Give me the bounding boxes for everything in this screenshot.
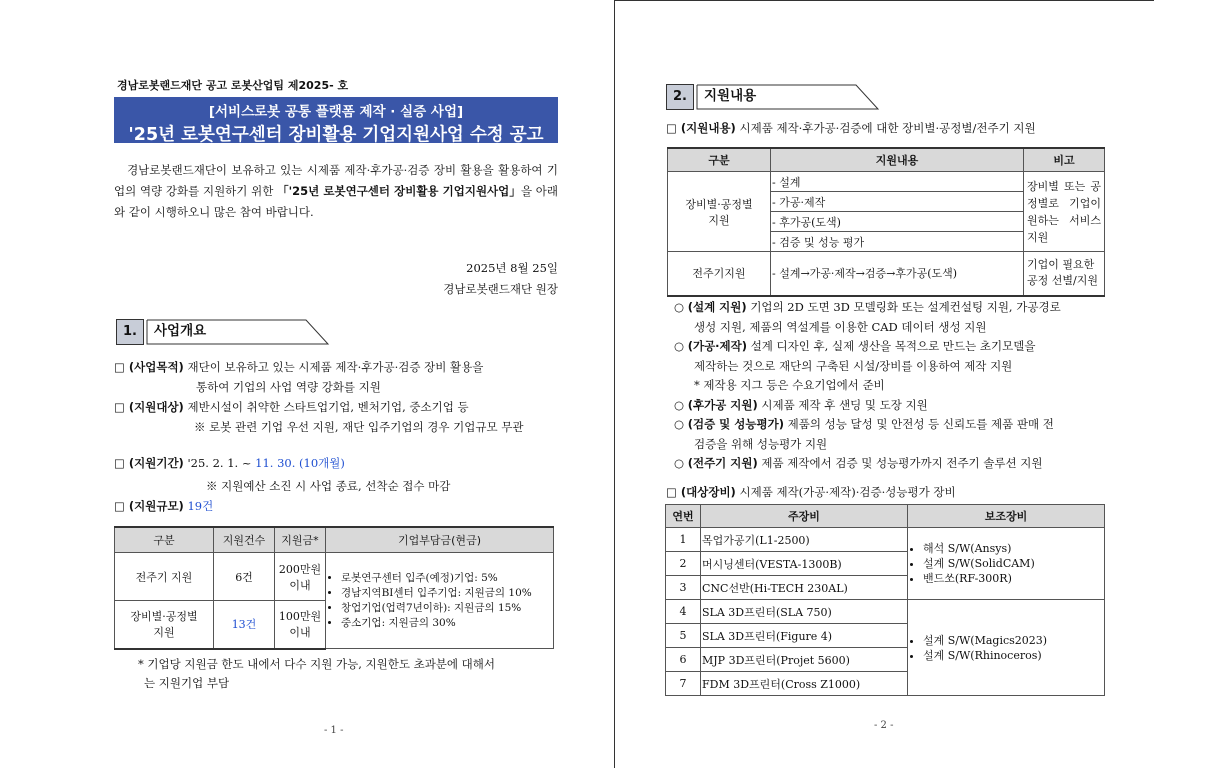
col-header: 비고	[1024, 148, 1105, 172]
cell-equipment: 목업가공기(L1-2500)	[701, 528, 908, 552]
support-content-table	[667, 147, 1105, 297]
cell-no: 6	[666, 648, 701, 672]
amount-line: 200만원	[278, 562, 322, 576]
col-header: 구분	[668, 148, 771, 172]
col-header: 주장비	[701, 505, 908, 528]
list-item: • 창업기업(업력7년이하): 지원금의 15%	[341, 601, 552, 616]
table-row	[666, 528, 1105, 552]
cell-no: 5	[666, 624, 701, 648]
bullet-label: (가공·제작)	[687, 339, 748, 353]
cell-type: 전주기지원	[668, 252, 771, 296]
announcement-number: 경남로봇랜드재단 공고 로봇산업팀 제2025- 호	[117, 79, 349, 92]
table-row	[668, 252, 1105, 296]
cell-type	[668, 172, 771, 252]
bullet-note: * 제작용 지그 등은 수요기업에서 준비	[694, 378, 885, 392]
aux-list	[909, 633, 1103, 663]
section-title: 사업개요	[154, 323, 207, 339]
cell-aux	[908, 600, 1105, 696]
purpose-text: 재단이 보유하고 있는 시제품 제작·후가공·검증 장비 활용을	[187, 360, 484, 374]
cell-equipment: MJP 3D프린터(Projet 5600)	[701, 648, 908, 672]
footnote	[138, 655, 495, 693]
content-text: 시제품 제작·후가공·검증에 대한 장비별·공정별/전주기 지원	[739, 121, 1036, 135]
period-item	[114, 453, 564, 473]
type-line: 지원	[153, 626, 175, 640]
list-item: • 로봇연구센터 입주(예정)기업: 5%	[341, 571, 552, 586]
cell-count: 13건	[214, 601, 275, 649]
target-text: 제반시설이 취약한 스타트업기업, 벤처기업, 중소기업 등	[187, 400, 469, 414]
table-row	[668, 172, 1105, 192]
col-header: 지원내용	[771, 148, 1024, 172]
section-1-header	[116, 319, 330, 345]
list-item: • 해석 S/W(Ansys)	[923, 541, 1103, 556]
list-item: • 설계 S/W(SolidCAM)	[923, 556, 1103, 571]
cell-equipment: 머시닝센터(VESTA-1300B)	[701, 552, 908, 576]
target-note: ※ 로봇 관련 기업 우선 지원, 재단 입주기업의 경우 기업규모 무관	[194, 420, 524, 434]
bullet-text: 기업의 2D 도면 3D 모델링화 또는 설계컨설팅 지원, 가공경로	[750, 300, 1061, 314]
intro-text: 경남로봇랜드재단이 보유하고 있는 시제품 제작·후가공·검증 장비 활용을 활용하여 기업의 역량 강화를 지원하기 위한	[114, 163, 558, 198]
table-row	[666, 600, 1105, 624]
cell-item: - 가공·제작	[771, 192, 1024, 212]
period-end: 11. 30. (10개월)	[255, 456, 345, 470]
section-2-header	[666, 84, 880, 110]
support-bullets	[674, 298, 1114, 474]
purpose-label: □ (사업목적)	[114, 360, 184, 374]
period-text: '25. 2. 1. ~	[187, 456, 256, 470]
section-number: 1.	[116, 319, 144, 345]
cell-no: 3	[666, 576, 701, 600]
support-scale-table	[114, 526, 554, 650]
purpose-item	[114, 357, 564, 377]
section-number: 2.	[666, 84, 694, 110]
type-line: 장비별·공정별	[685, 197, 753, 211]
col-header: 기업부담금(현금)	[326, 527, 554, 553]
page-divider	[614, 0, 615, 768]
cell-equipment: SLA 3D프린터(Figure 4)	[701, 624, 908, 648]
list-item: • 설계 S/W(Rhinoceros)	[923, 648, 1103, 663]
bullet-text-cont: 검증을 위해 성능평가 지원	[694, 436, 828, 451]
period-note: ※ 지원예산 소진 시 사업 종료, 선착순 접수 마감	[206, 479, 451, 493]
equipment-table	[665, 504, 1105, 696]
col-header: 지원건수	[214, 527, 275, 553]
cell-burden	[326, 553, 554, 649]
announcement-date: 2025년 8월 25일	[466, 261, 558, 275]
cell-count: 6건	[214, 553, 275, 601]
bullet-label: (설계 지원)	[687, 300, 747, 314]
intro-paragraph	[114, 160, 558, 223]
bullet-fabrication: ○ (가공·제작) 설계 디자인 후, 실제 생산을 목적으로 만드는 초기모델을	[674, 339, 1036, 353]
col-header: 지원금*	[275, 527, 326, 553]
col-header: 연번	[666, 505, 701, 528]
intro-program-name: 「'25년 로봇연구센터 장비활용 기업지원사업」	[277, 184, 521, 198]
footnote-line: 는 지원기업 부담	[144, 676, 230, 690]
list-item: • 밴드쏘(RF-300R)	[923, 571, 1103, 586]
title-subheading: [서비스로봇 공통 플랫폼 제작 · 실증 사업]	[208, 104, 464, 120]
signature-block	[443, 258, 558, 300]
list-item: • 설계 S/W(Magics2023)	[923, 633, 1103, 648]
bullet-text: 설계 디자인 후, 실제 생산을 목적으로 만드는 초기모델을	[750, 339, 1036, 353]
bullet-postprocess: ○ (후가공 지원) 시제품 제작 후 샌딩 및 도장 지원	[674, 397, 928, 412]
bullet-label: (후가공 지원)	[687, 397, 758, 412]
cell-no: 7	[666, 672, 701, 696]
col-header: 보조장비	[908, 505, 1105, 528]
cell-item: - 설계→가공·제작→검증→후가공(도색)	[771, 252, 1024, 296]
cell-type: 전주기 지원	[115, 553, 214, 601]
signer: 경남로봇랜드재단 원장	[443, 282, 558, 296]
cell-item: - 설계	[771, 172, 1024, 192]
cell-no: 2	[666, 552, 701, 576]
bullet-label: (전주기 지원)	[687, 456, 758, 470]
bullet-text: 시제품 제작 후 샌딩 및 도장 지원	[761, 397, 928, 412]
cell-equipment: CNC선반(Hi-TECH 230AL)	[701, 576, 908, 600]
amount-line: 100만원	[278, 610, 322, 624]
page-top-border	[614, 0, 1154, 1]
page-number: - 1 -	[324, 725, 344, 736]
title-banner	[114, 97, 558, 143]
equipment-item	[666, 484, 956, 500]
bullet-text: 제품 제작에서 검증 및 성능평가까지 전주기 솔루션 지원	[761, 456, 1043, 470]
amount-line: 이내	[289, 578, 311, 592]
content-item	[666, 120, 1036, 136]
cell-type	[115, 601, 214, 649]
list-item: • 중소기업: 지원금의 30%	[341, 616, 552, 631]
type-line: 지원	[708, 213, 730, 227]
cell-amount	[275, 553, 326, 601]
period-label: □ (지원기간)	[114, 456, 184, 470]
target-label: □ (지원대상)	[114, 400, 184, 414]
bullet-text: 제품의 성능 달성 및 안전성 등 신뢰도를 제품 판매 전	[787, 417, 1054, 431]
overview-list	[114, 357, 564, 516]
bullet-verification: ○ (검증 및 성능평가) 제품의 성능 달성 및 안전성 등 신뢰도를 제품 판매 전	[674, 417, 1054, 431]
bullet-text-cont: 생성 지원, 제품의 역설계를 이용한 CAD 데이터 생성 지원	[694, 319, 987, 334]
scale-label: □ (지원규모)	[114, 499, 184, 513]
bullet-text-cont: 제작하는 것으로 재단의 구축된 시설/장비를 이용하여 제작 지원	[694, 358, 1013, 373]
aux-list	[909, 541, 1103, 586]
cell-equipment: SLA 3D프린터(SLA 750)	[701, 600, 908, 624]
page-number: - 2 -	[874, 720, 894, 731]
cell-note: 기업이 필요한 공정 선별/지원	[1024, 252, 1105, 296]
equipment-label: □ (대상장비)	[666, 485, 736, 499]
bullet-design: ○ (설계 지원) 기업의 2D 도면 3D 모델링화 또는 설계컨설팅 지원, 가공경로	[674, 300, 1061, 314]
cell-item: - 검증 및 성능 평가	[771, 232, 1024, 252]
bullet-label: (검증 및 성능평가)	[687, 417, 784, 431]
cell-equipment: FDM 3D프린터(Cross Z1000)	[701, 672, 908, 696]
list-item: • 경남지역BI센터 입주기업: 지원금의 10%	[341, 586, 552, 601]
bullet-full-cycle: ○ (전주기 지원) 제품 제작에서 검증 및 성능평가까지 전주기 솔루션 지원	[674, 456, 1043, 470]
col-header: 구분	[115, 527, 214, 553]
page-title: '25년 로봇연구센터 장비활용 기업지원사업 수정 공고	[128, 125, 544, 145]
burden-list	[327, 571, 552, 631]
footnote-line: * 기업당 지원금 한도 내에서 다수 지원 가능, 지원한도 초과분에 대해서	[138, 657, 496, 671]
type-line: 장비별·공정별	[130, 610, 198, 624]
scale-value: 19건	[187, 499, 214, 513]
cell-amount	[275, 601, 326, 649]
cell-aux	[908, 528, 1105, 600]
target-item	[114, 397, 564, 417]
equipment-text: 시제품 제작(가공·제작)·검증·성능평가 장비	[739, 485, 956, 499]
table-row	[115, 553, 554, 601]
intro-text-end: 을 아래와 같이 시행하오니 많은 참여 바랍니다.	[114, 184, 558, 219]
cell-item: - 후가공(도색)	[771, 212, 1024, 232]
content-label: □ (지원내용)	[666, 121, 736, 135]
amount-line: 이내	[289, 626, 311, 640]
purpose-text-cont: 통하여 기업의 사업 역량 강화를 지원	[196, 380, 381, 394]
cell-no: 4	[666, 600, 701, 624]
section-title: 지원내용	[704, 88, 757, 104]
cell-note: 장비별 또는 공정별로 기업이 원하는 서비스 지원	[1024, 172, 1105, 252]
cell-no: 1	[666, 528, 701, 552]
scale-item	[114, 496, 564, 516]
